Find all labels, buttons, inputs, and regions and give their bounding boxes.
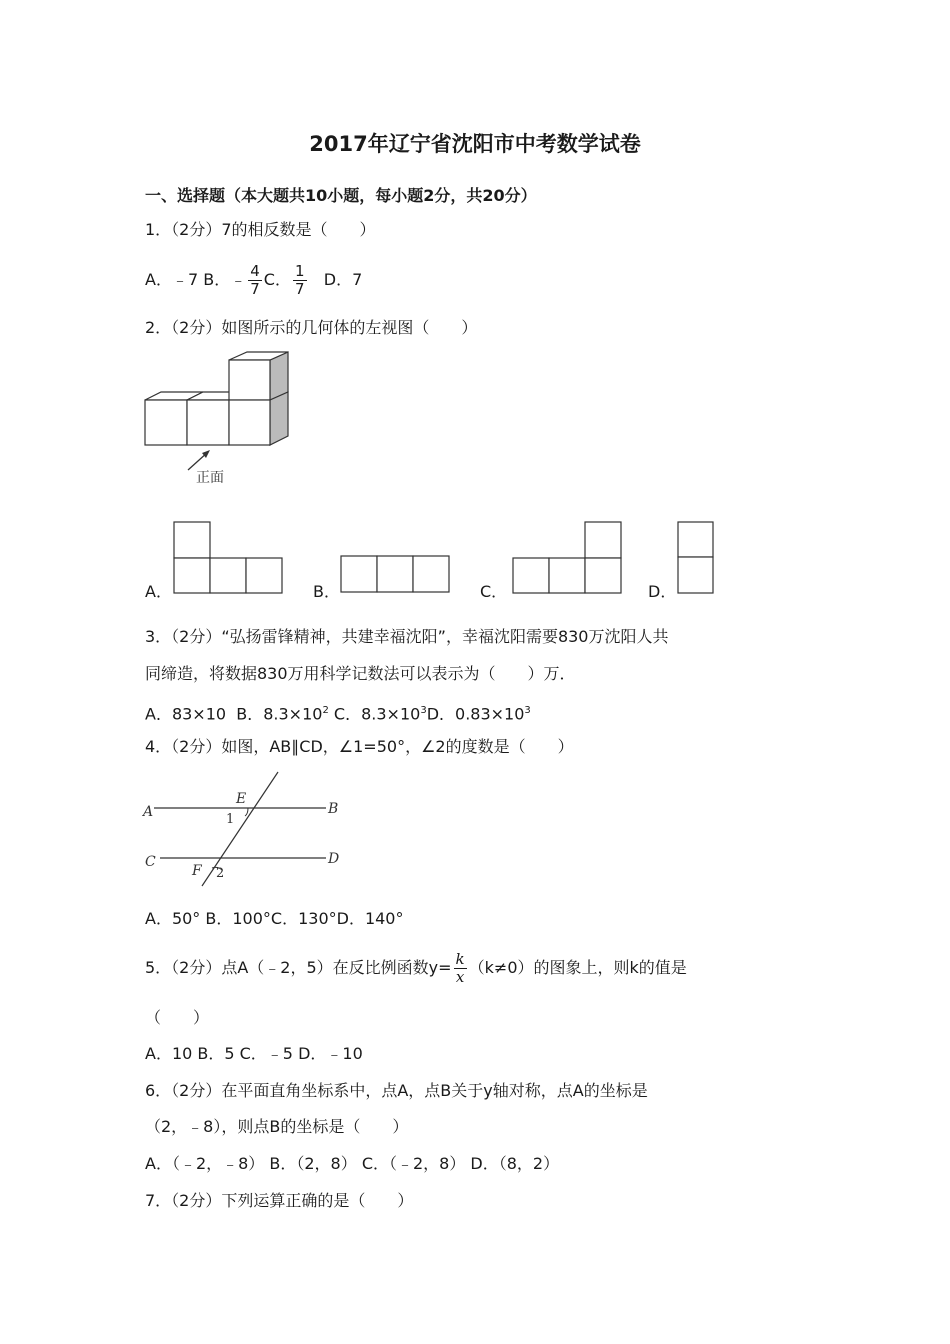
q1-opt-c-fraction <box>293 263 307 298</box>
q5-frac-den: x <box>455 968 465 986</box>
q3-options <box>145 701 531 724</box>
q2-opt-a-label: A． <box>145 582 172 601</box>
q5-frac-num: k <box>455 950 465 968</box>
q5-line2: （ ） <box>145 1008 210 1027</box>
q2-opt-d-view <box>675 520 717 596</box>
section-heading: 一、选择题（本大题共10小题，每小题2分，共20分） <box>145 186 537 205</box>
q3-opt-d-exp: 3 <box>524 705 531 716</box>
label-angle-2: 2 <box>216 866 225 881</box>
q1-opt-d: D．7 <box>323 270 363 289</box>
label-b: B <box>328 801 339 817</box>
label-angle-1: 1 <box>226 812 235 827</box>
q3-opt-c-exp: 3 <box>420 705 427 716</box>
q2-stem: 2．（2分）如图所示的几何体的左视图（ ） <box>145 318 478 337</box>
q2-opt-c-label: C． <box>480 582 508 601</box>
q3-opt-c: C．8.3×10 <box>333 704 421 724</box>
q4-options: A．50° B．100°C．130°D．140° <box>145 909 404 928</box>
q1-opt-c-den: 7 <box>294 280 305 298</box>
q2-opt-b-label: B． <box>313 582 340 601</box>
q4-stem: 4．（2分）如图，AB∥CD，∠1=50°，∠2的度数是（ ） <box>145 737 574 756</box>
q2-front-label: 正面 <box>196 470 224 486</box>
q5-stem-suffix: （k≠0）的图象上，则k的值是 <box>468 958 687 977</box>
q3-opt-b: B．8.3×10 <box>236 704 323 724</box>
q3-line1: 3．（2分）“弘扬雷锋精神，共建幸福沈阳”，幸福沈阳需要830万沈阳人共 <box>145 627 669 646</box>
q1-opt-c-prefix: C． <box>263 270 291 289</box>
label-f: F <box>192 863 202 879</box>
q5-stem <box>145 950 687 986</box>
q5-fraction <box>454 951 467 986</box>
q1-opt-a: A．﹣7 <box>145 270 199 289</box>
q6-line1: 6．（2分）在平面直角坐标系中，点A，点B关于y轴对称，点A的坐标是 <box>145 1081 648 1100</box>
q1-stem: 1．（2分）7的相反数是（ ） <box>145 220 376 239</box>
page-title: 2017年辽宁省沈阳市中考数学试卷 <box>309 132 641 156</box>
q2-solid-figure <box>140 350 300 490</box>
q2-opt-b-view <box>338 554 453 594</box>
label-a: A <box>143 804 154 820</box>
label-c: C <box>145 854 156 870</box>
q1-opt-b-den: 7 <box>250 280 260 298</box>
q3-opt-b-exp: 2 <box>322 705 329 716</box>
label-e: E <box>236 791 247 807</box>
q1-opt-b-prefix: B．﹣ <box>203 270 247 289</box>
q5-stem-prefix: 5．（2分）点A（﹣2，5）在反比例函数y= <box>145 958 452 977</box>
q6-line2: （2，﹣8），则点B的坐标是（ ） <box>145 1117 409 1136</box>
q2-opt-a-view <box>170 520 285 596</box>
q1-options <box>145 262 362 298</box>
q1-opt-c-num: 1 <box>294 262 305 280</box>
label-d: D <box>328 851 340 867</box>
q4-figure <box>140 770 360 890</box>
q3-opt-d: D．0.83×10 <box>426 704 525 724</box>
q3-opt-a: A．83×10 <box>145 704 227 724</box>
q6-options: A．（﹣2，﹣8） B．（2，8） C．（﹣2，8） D．（8，2） <box>145 1154 560 1173</box>
q2-opt-d-label: D． <box>648 582 677 601</box>
q2-opt-c-view <box>510 520 625 596</box>
transversal <box>202 772 278 886</box>
q1-opt-b-num: 4 <box>250 262 260 280</box>
q1-opt-b-fraction <box>248 263 262 298</box>
q3-line2: 同缔造，将数据830万用科学记数法可以表示为（ ）万． <box>145 664 576 683</box>
q5-options: A．10 B．5 C．﹣5 D．﹣10 <box>145 1044 363 1063</box>
q7-stem: 7．（2分）下列运算正确的是（ ） <box>145 1191 414 1210</box>
